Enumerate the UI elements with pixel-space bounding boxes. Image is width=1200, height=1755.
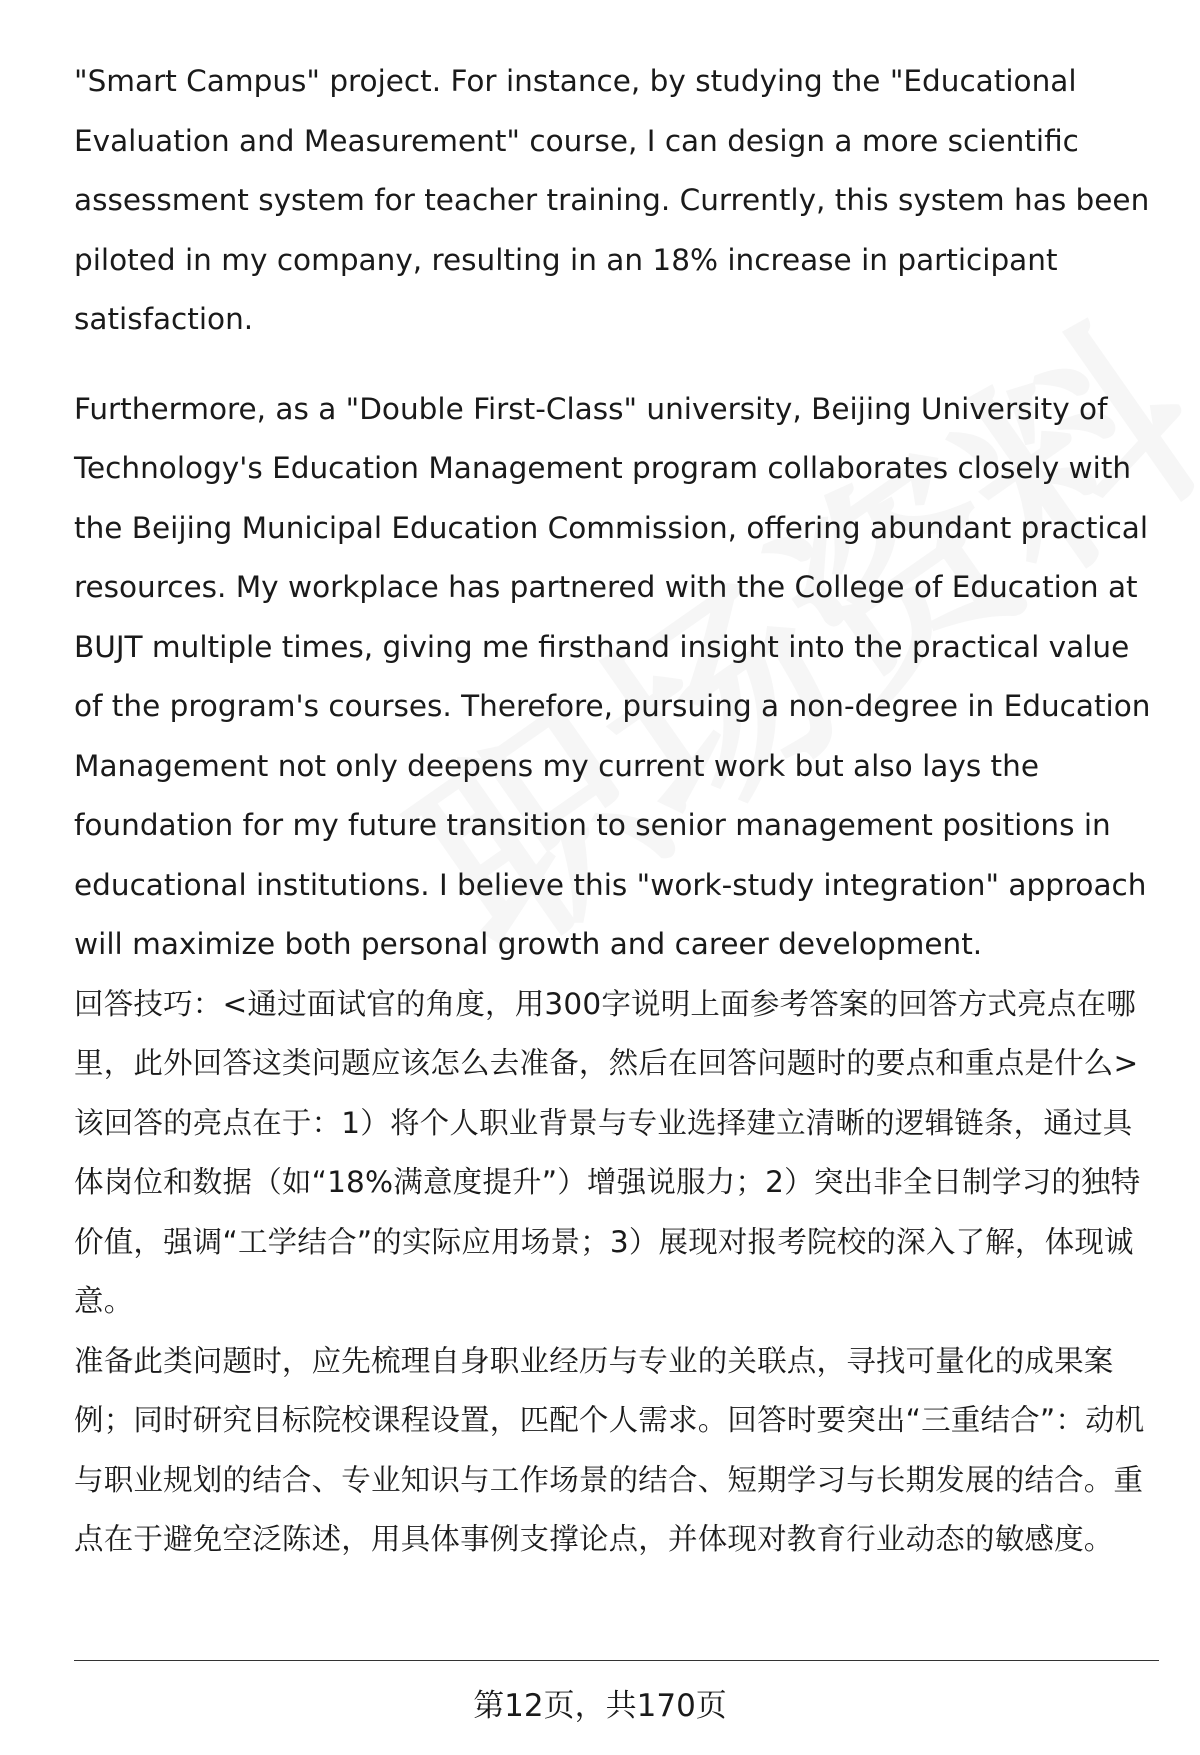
paragraph-1: "Smart Campus" project. For instance, by studying the "Educational Evaluation and Measurement" course, I can design a more scientific assessment system for teacher training. Currently, this system has been piloted in my company, resulting in an 18% increase in participant satisfaction. xyxy=(74,64,1150,336)
answer-tips-heading: 回答技巧：<通过面试官的角度，用300字说明上面参考答案的回答方式亮点在哪里，此外回答这类问题应该怎么去准备，然后在回答问题时的要点和重点是什么> xyxy=(74,986,1139,1080)
paragraph-2: Furthermore, as a "Double First-Class" university, Beijing University of Technology's Education Management program collaborates closely with the Beijing Municipal Education Commission, offering abundant practical resources. My workplace has partnered with the College of Education at BUJT multiple times, giving me firsthand insight into the practical value of the program's courses. Therefore, pursuing a non-degree in Education Management not only deepens my current work but also lays the foundation for my future transition to senior management positions in educational institutions. I believe this "work-study integration" approach will maximize both personal growth and career development. xyxy=(74,391,1151,961)
page-number: 第12页，共170页 xyxy=(473,1688,727,1724)
answer-highlights: 该回答的亮点在于：1）将个人职业背景与专业选择建立清晰的逻辑链条，通过具体岗位和数据（如“18%满意度提升”）增强说服力；2）突出非全日制学习的独特价值，强调“工学结合”的实际应用场景；3）展现对报考院校的深入了解，体现诚意。 xyxy=(74,1105,1141,1318)
document-body xyxy=(74,52,1159,1570)
answer-preparation: 准备此类问题时，应先梳理自身职业经历与专业的关联点，寻找可量化的成果案例；同时研究目标院校课程设置，匹配个人需求。回答时要突出“三重结合”：动机与职业规划的结合、专业知识与工作场景的结合、短期学习与长期发展的结合。重点在于避免空泛陈述，用具体事例支撑论点，并体现对教育行业动态的敏感度。 xyxy=(74,1343,1145,1556)
footer-divider xyxy=(74,1660,1159,1661)
